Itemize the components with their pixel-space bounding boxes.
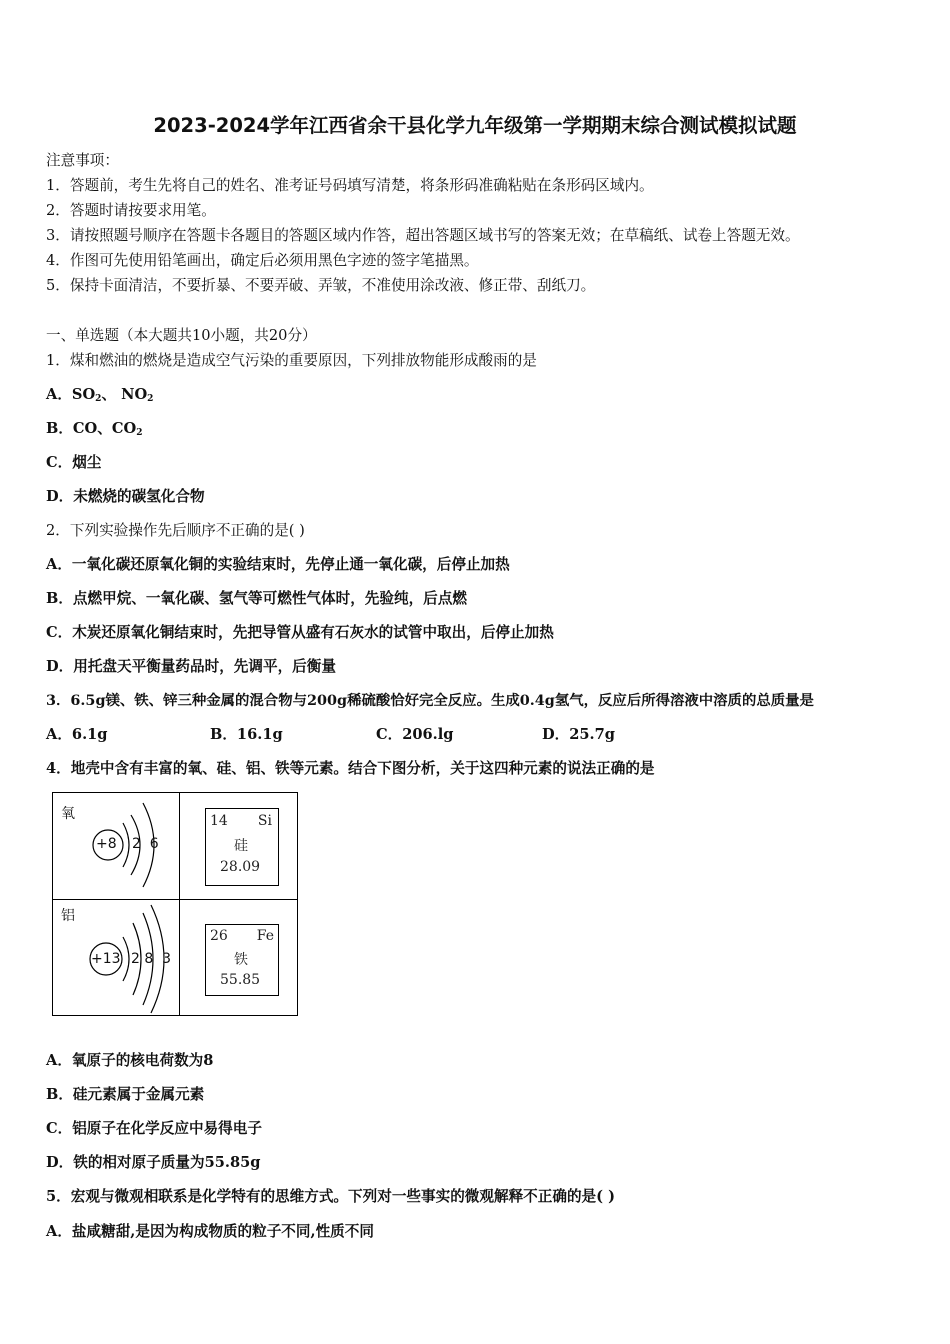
oxygen-nucleus: +8: [96, 836, 117, 852]
fe-symbol: Fe: [256, 928, 274, 944]
q2-option-d: D．用托盘天平衡量药品时，先调平，后衡量: [46, 658, 336, 675]
aluminum-shell-arc: [123, 937, 129, 981]
element-figure: [52, 792, 298, 1016]
notice-item: 2．答题时请按要求用笔。: [46, 202, 216, 219]
q3-option-b: B．16.1g: [210, 726, 283, 743]
notice-item: 3．请按照题号顺序在答题卡各题目的答题区域内作答，超出答题区域书写的答案无效；在草稿纸、试卷上答题无效。: [46, 227, 800, 244]
section-heading: 一、单选题（本大题共10小题，共20分）: [46, 327, 317, 344]
question-3-stem: 3．6.5g镁、铁、锌三种金属的混合物与200g稀硫酸恰好完全反应。生成0.4g氢气，反应后所得溶液中溶质的总质量是: [46, 692, 814, 709]
page-title: 2023-2024学年江西省余干县化学九年级第一学期期末综合测试模拟试题: [153, 114, 797, 137]
question-5-stem: 5．宏观与微观相联系是化学特有的思维方式。下列对一些事实的微观解释不正确的是( ): [46, 1188, 616, 1205]
notice-item: 1．答题前，考生先将自己的姓名、准考证号码填写清楚，将条形码准确粘贴在条形码区域内。: [46, 177, 654, 194]
q1-option-d: D．未燃烧的碳氢化合物: [46, 488, 205, 505]
aluminum-nucleus: +13: [91, 951, 121, 967]
q2-option-b: B．点燃甲烷、一氧化碳、氢气等可燃性气体时，先验纯，后点燃: [46, 590, 467, 607]
notice-item: 4．作图可先使用铅笔画出，确定后必须用黑色字迹的签字笔描黑。: [46, 252, 479, 269]
aluminum-shells: 2 8 3: [131, 951, 172, 967]
si-symbol: Si: [257, 813, 272, 829]
q4-option-b: B．硅元素属于金属元素: [46, 1086, 205, 1103]
si-atomic-number: 14: [210, 813, 228, 829]
q4-option-c: C．铝原子在化学反应中易得电子: [46, 1120, 262, 1137]
iron-element-card: [205, 924, 279, 996]
notice-item: 5．保持卡面清洁，不要折暴、不要弄破、弄皱，不准使用涂改液、修正带、刮纸刀。: [46, 277, 596, 294]
q4-option-d: D．铁的相对原子质量为55.85g: [46, 1154, 261, 1171]
fe-name: 铁: [234, 952, 248, 968]
question-1-stem: 1．煤和燃油的燃烧是造成空气污染的重要原因，下列排放物能形成酸雨的是: [46, 352, 537, 369]
q3-option-d: D．25.7g: [542, 726, 615, 743]
q1-option-a: A．$SO_2$、 $NO_2$: [46, 386, 154, 404]
fe-mass: 55.85: [220, 972, 261, 988]
q3-option-c: C．206.lg: [376, 726, 454, 743]
si-mass: 28.09: [220, 859, 261, 875]
q2-option-c: C．木炭还原氧化铜结束时，先把导管从盛有石灰水的试管中取出，后停止加热: [46, 624, 554, 641]
q1-option-c: C．烟尘: [46, 454, 102, 471]
oxygen-shells: 2 6: [132, 836, 159, 852]
q2-option-a: A．一氧化碳还原氧化铜的实验结束时，先停止通一氧化碳，后停止加热: [46, 556, 510, 573]
q1-option-b: B．CO、$CO_2$: [46, 420, 143, 438]
si-name: 硅: [234, 838, 248, 854]
silicon-element-card: [205, 808, 279, 886]
question-2-stem: 2．下列实验操作先后顺序不正确的是( ): [46, 522, 305, 539]
aluminum-label: 铝: [61, 908, 75, 924]
q5-option-a: A．盐咸糖甜,是因为构成物质的粒子不同,性质不同: [46, 1223, 374, 1240]
oxygen-shell-arc: [123, 823, 129, 867]
q3-option-a: A．6.1g: [46, 726, 108, 743]
fe-atomic-number: 26: [210, 928, 228, 944]
oxygen-label: 氧: [61, 806, 75, 822]
question-4-stem: 4．地壳中含有丰富的氧、硅、铝、铁等元素。结合下图分析，关于这四种元素的说法正确的是: [46, 760, 655, 777]
notice-heading: 注意事项：: [46, 152, 119, 169]
q4-option-a: A．氧原子的核电荷数为8: [46, 1052, 214, 1069]
